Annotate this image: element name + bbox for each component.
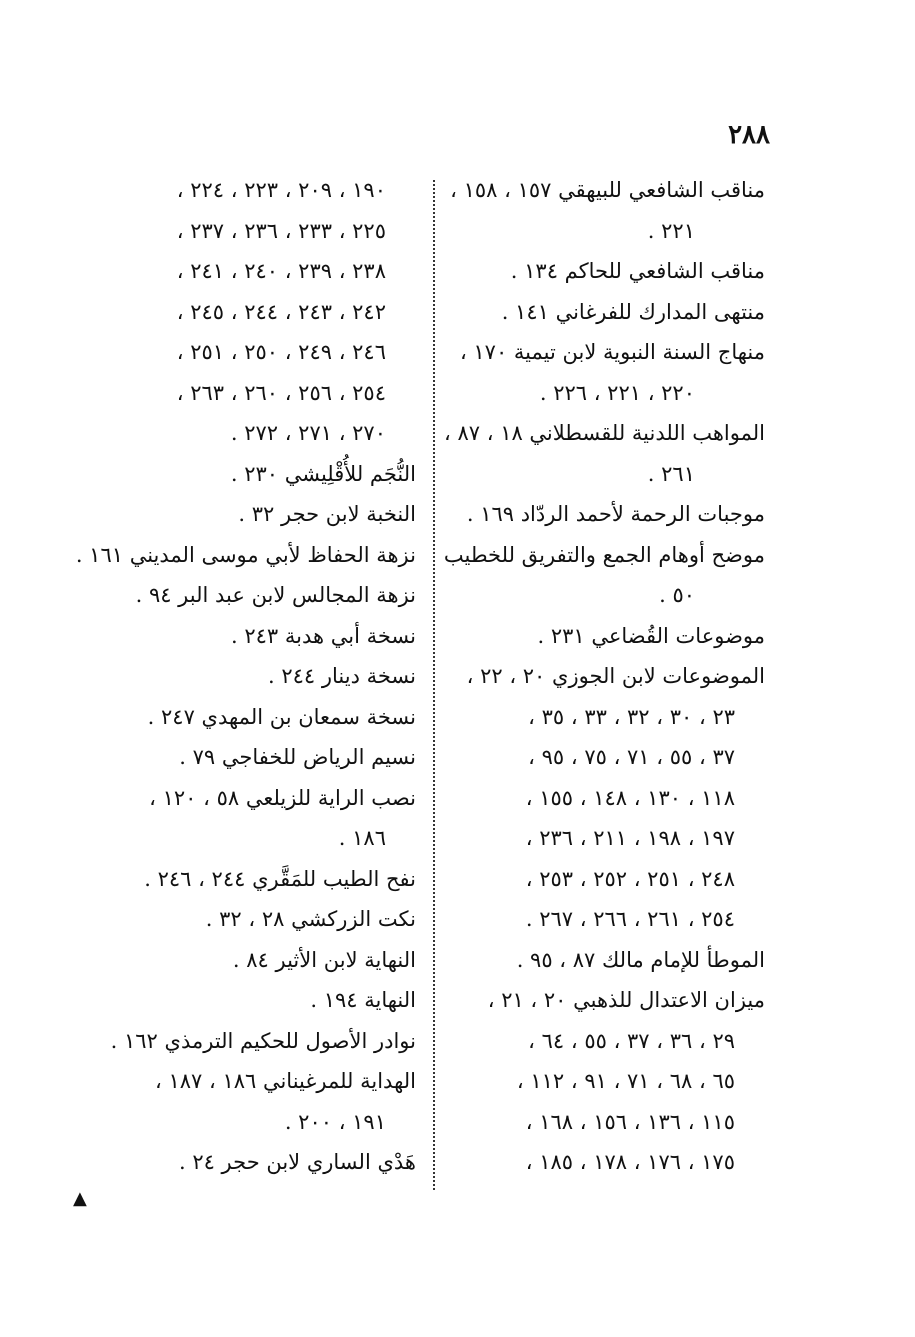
index-line: ١٩٧ ، ١٩٨ ، ٢١١ ، ٢٣٦ ،: [525, 826, 735, 850]
index-line: ٢٥٤ ، ٢٥٦ ، ٢٦٠ ، ٢٦٣ ،: [176, 380, 386, 405]
index-line: ١١٥ ، ١٣٦ ، ١٥٦ ، ١٦٨ ،: [525, 1109, 735, 1134]
index-line: الهداية للمرغيناني ١٨٦ ، ١٨٧ ،: [155, 1069, 416, 1093]
index-line: هَدْي الساري لابن حجر ٢٤ .: [178, 1150, 416, 1174]
index-line: ٢٢٠ ، ٢٢١ ، ٢٢٦ .: [539, 380, 695, 405]
index-line: ٢٣٨ ، ٢٣٩ ، ٢٤٠ ، ٢٤١ ،: [176, 259, 386, 283]
index-line: مناقب الشافعي للحاكم ١٣٤ .: [510, 259, 765, 283]
page-number: ٢٨٨: [728, 120, 770, 150]
index-line: منهاج السنة النبوية لابن تيمية ١٧٠ ،: [459, 340, 765, 364]
index-line: ميزان الاعتدال للذهبي ٢٠ ، ٢١ ،: [487, 988, 765, 1012]
index-line: نوادر الأصول للحكيم الترمذي ١٦٢ .: [110, 1028, 416, 1053]
index-line: الموضوعات لابن الجوزي ٢٠ ، ٢٢ ،: [466, 664, 765, 688]
index-line: نكت الزركشي ٢٨ ، ٣٢ .: [205, 907, 416, 931]
index-line: ٢٦١ .: [647, 461, 695, 486]
index-line: النُّجَم للأُقْلِيشي ٢٣٠ .: [230, 461, 416, 486]
index-line: الموطأ للإمام مالك ٨٧ ، ٩٥ .: [516, 947, 765, 972]
index-line: ٦٥ ، ٦٨ ، ٧١ ، ٩١ ، ١١٢ ،: [516, 1069, 735, 1093]
index-line: ٢٤٦ ، ٢٤٩ ، ٢٥٠ ، ٢٥١ ،: [176, 340, 386, 364]
index-line: نسخة سمعان بن المهدي ٢٤٧ .: [147, 704, 416, 729]
index-line: ٢٢٥ ، ٢٣٣ ، ٢٣٦ ، ٢٣٧ ،: [176, 218, 386, 243]
index-line: نسخة دينار ٢٤٤ .: [267, 664, 416, 688]
index-line: ٢٧٠ ، ٢٧١ ، ٢٧٢ .: [230, 421, 386, 445]
index-column-left: [75, 170, 416, 1183]
index-line: ١٩١ ، ٢٠٠ .: [284, 1109, 386, 1134]
index-line: منتهى المدارك للفرغاني ١٤١ .: [501, 299, 765, 324]
index-line: ٢٣ ، ٣٠ ، ٣٢ ، ٣٣ ، ٣٥ ،: [528, 704, 735, 729]
index-line: ١٩٠ ، ٢٠٩ ، ٢٢٣ ، ٢٢٤ ،: [176, 178, 386, 202]
index-line: ١٨٦ .: [338, 826, 386, 850]
index-line: مناقب الشافعي للبيهقي ١٥٧ ، ١٥٨ ،: [450, 178, 765, 202]
index-line: ٢٥٤ ، ٢٦١ ، ٢٦٦ ، ٢٦٧ .: [525, 907, 735, 931]
index-line: ١٧٥ ، ١٧٦ ، ١٧٨ ، ١٨٥ ،: [525, 1150, 735, 1174]
index-line: ١١٨ ، ١٣٠ ، ١٤٨ ، ١٥٥ ،: [525, 785, 735, 810]
page-corner-mark: ▲: [73, 1188, 87, 1209]
index-line: موضح أوهام الجمع والتفريق للخطيب: [443, 542, 765, 567]
index-line: ٣٧ ، ٥٥ ، ٧١ ، ٧٥ ، ٩٥ ،: [528, 745, 735, 769]
index-line: نزهة المجالس لابن عبد البر ٩٤ .: [135, 583, 416, 607]
index-line: ٢٩ ، ٣٦ ، ٣٧ ، ٥٥ ، ٦٤ ،: [528, 1028, 735, 1053]
index-line: موجبات الرحمة لأحمد الردّاد ١٦٩ .: [466, 502, 765, 526]
index-line: ٢٢١ .: [647, 218, 695, 243]
index-line: موضوعات القُضاعي ٢٣١ .: [537, 623, 765, 648]
index-line: ٥٠ .: [659, 583, 695, 607]
column-divider: [433, 180, 435, 1190]
index-line: نفح الطيب للمَقَّري ٢٤٤ ، ٢٤٦ .: [144, 866, 416, 891]
index-line: نسيم الرياض للخفاجي ٧٩ .: [179, 745, 416, 769]
index-line: نسخة أبي هدبة ٢٤٣ .: [230, 623, 416, 648]
index-line: ٢٤٨ ، ٢٥١ ، ٢٥٢ ، ٢٥٣ ،: [525, 866, 735, 891]
index-line: نصب الراية للزيلعي ٥٨ ، ١٢٠ ،: [149, 785, 416, 810]
index-column-right: [440, 170, 765, 1183]
index-line: المواهب اللدنية للقسطلاني ١٨ ، ٨٧ ،: [444, 421, 765, 445]
index-line: النهاية لابن الأثير ٨٤ .: [232, 947, 416, 972]
index-line: نزهة الحفاظ لأبي موسى المديني ١٦١ .: [75, 542, 416, 567]
index-line: النخبة لابن حجر ٣٢ .: [238, 502, 416, 526]
index-line: ٢٤٢ ، ٢٤٣ ، ٢٤٤ ، ٢٤٥ ،: [176, 299, 386, 324]
index-line: النهاية ١٩٤ .: [310, 988, 416, 1012]
